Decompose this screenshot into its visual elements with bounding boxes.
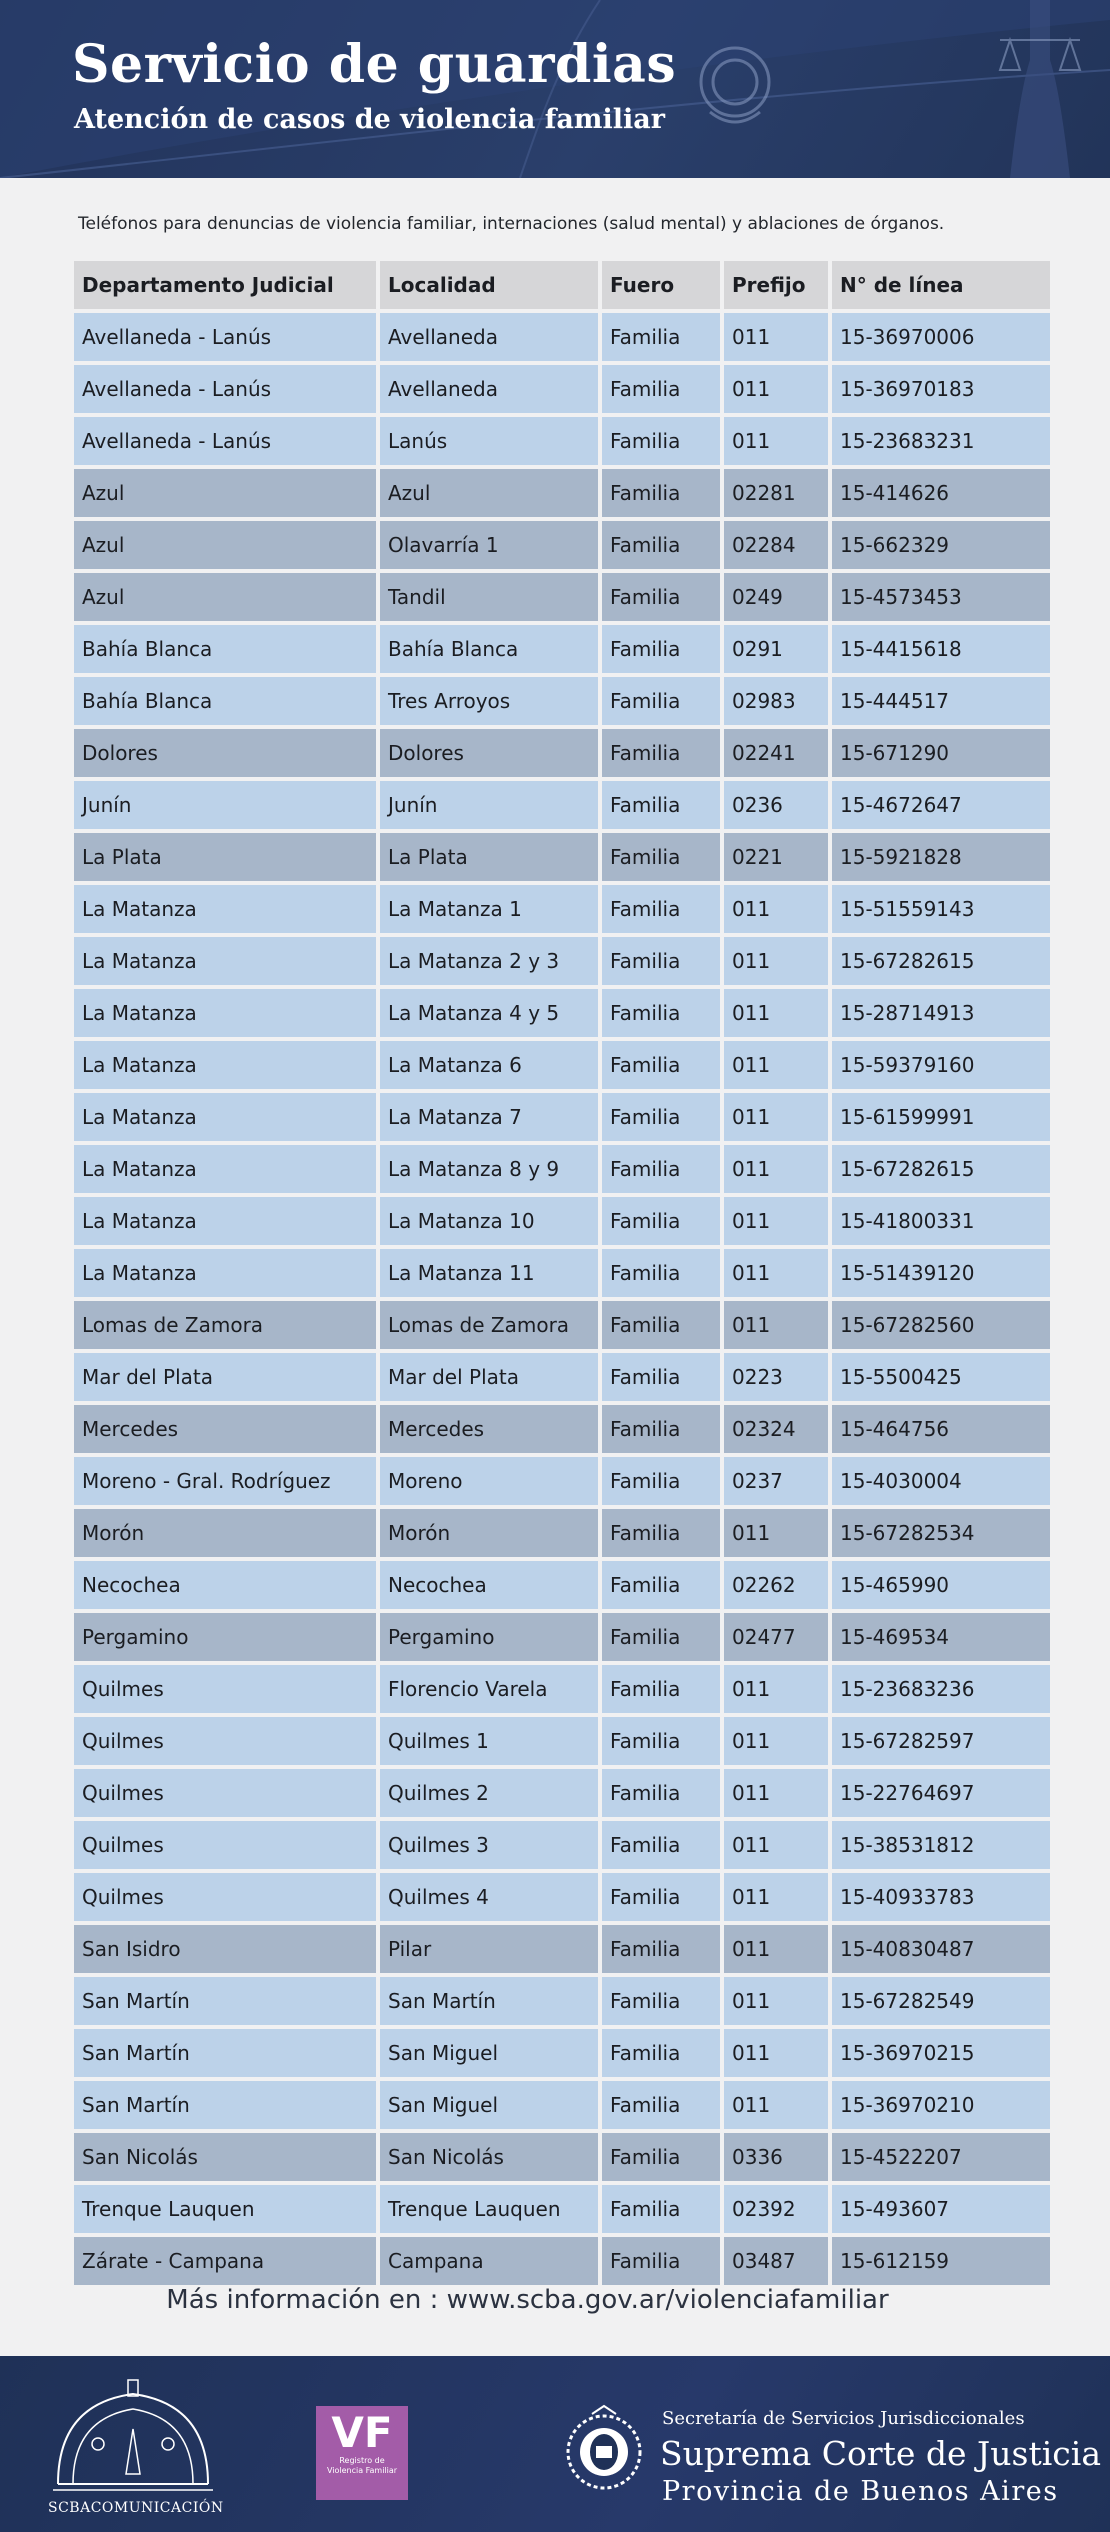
cell-departamento: Quilmes [74, 1717, 376, 1765]
cell-departamento: San Nicolás [74, 2133, 376, 2181]
table-row [74, 2185, 1050, 2233]
cell-linea: 15-40933783 [832, 1873, 1050, 1921]
table-row [74, 1353, 1050, 1401]
cell-prefijo: 0237 [724, 1457, 828, 1505]
cell-departamento: La Matanza [74, 1249, 376, 1297]
cell-departamento: San Isidro [74, 1925, 376, 1973]
cell-localidad: Quilmes 1 [380, 1717, 598, 1765]
cell-fuero: Familia [602, 1509, 720, 1557]
page-subtitle: Atención de casos de violencia familiar [74, 104, 665, 135]
cell-localidad: Trenque Lauquen [380, 2185, 598, 2233]
table-row [74, 1301, 1050, 1349]
cell-fuero: Familia [602, 365, 720, 413]
cell-prefijo: 011 [724, 1197, 828, 1245]
cell-departamento: Zárate - Campana [74, 2237, 376, 2285]
cell-localidad: Tandil [380, 573, 598, 621]
table-row [74, 677, 1050, 725]
cell-localidad: Avellaneda [380, 365, 598, 413]
table-row [74, 1093, 1050, 1141]
cell-localidad: La Matanza 6 [380, 1041, 598, 1089]
corte-label: Suprema Corte de Justicia [660, 2434, 1102, 2473]
cell-localidad: Florencio Varela [380, 1665, 598, 1713]
vf-mark: VF [331, 2408, 393, 2457]
table-row [74, 469, 1050, 517]
cell-prefijo: 011 [724, 937, 828, 985]
guardias-table [70, 257, 1054, 2289]
cell-fuero: Familia [602, 2185, 720, 2233]
cell-prefijo: 011 [724, 1041, 828, 1089]
cell-fuero: Familia [602, 1041, 720, 1089]
cell-departamento: San Martín [74, 2081, 376, 2129]
cell-localidad: Mar del Plata [380, 1353, 598, 1401]
court-emblem-icon [680, 30, 790, 140]
cell-prefijo: 02284 [724, 521, 828, 569]
cell-localidad: Quilmes 3 [380, 1821, 598, 1869]
intro-text: Teléfonos para denuncias de violencia familiar, internaciones (salud mental) y ablaciones de órganos. [78, 214, 945, 234]
table-row [74, 417, 1050, 465]
cell-departamento: Pergamino [74, 1613, 376, 1661]
cell-prefijo: 011 [724, 1665, 828, 1713]
page-title: Servicio de guardias [72, 34, 677, 95]
cell-prefijo: 011 [724, 885, 828, 933]
cell-departamento: Quilmes [74, 1769, 376, 1817]
cell-prefijo: 011 [724, 2029, 828, 2077]
column-header-fuero: Fuero [602, 261, 720, 309]
cell-departamento: La Matanza [74, 1093, 376, 1141]
table-row [74, 1561, 1050, 1609]
cell-departamento: La Matanza [74, 989, 376, 1037]
table-row [74, 937, 1050, 985]
cell-departamento: Lomas de Zamora [74, 1301, 376, 1349]
cell-localidad: Pilar [380, 1925, 598, 1973]
more-info-link[interactable]: Más información en : www.scba.gov.ar/violenciafamiliar [166, 2285, 889, 2315]
vf-registro-logo[interactable] [316, 2406, 408, 2500]
cell-prefijo: 0223 [724, 1353, 828, 1401]
cell-localidad: San Miguel [380, 2081, 598, 2129]
cell-linea: 15-40830487 [832, 1925, 1050, 1973]
cell-linea: 15-4415618 [832, 625, 1050, 673]
cell-linea: 15-4672647 [832, 781, 1050, 829]
cell-localidad: Lanús [380, 417, 598, 465]
cell-linea: 15-5500425 [832, 1353, 1050, 1401]
cell-prefijo: 02324 [724, 1405, 828, 1453]
cell-fuero: Familia [602, 2029, 720, 2077]
column-header-localidad: Localidad [380, 261, 598, 309]
cell-fuero: Familia [602, 885, 720, 933]
cell-fuero: Familia [602, 833, 720, 881]
cell-departamento: Bahía Blanca [74, 677, 376, 725]
cell-fuero: Familia [602, 1197, 720, 1245]
cell-departamento: Mar del Plata [74, 1353, 376, 1401]
cell-departamento: Azul [74, 573, 376, 621]
cell-prefijo: 011 [724, 1249, 828, 1297]
table-row [74, 1925, 1050, 1973]
cell-prefijo: 011 [724, 1873, 828, 1921]
cell-departamento: Quilmes [74, 1821, 376, 1869]
cell-fuero: Familia [602, 989, 720, 1037]
cell-departamento: La Matanza [74, 885, 376, 933]
cell-localidad: Junín [380, 781, 598, 829]
table-row [74, 2237, 1050, 2285]
table-row [74, 1509, 1050, 1557]
cell-fuero: Familia [602, 1873, 720, 1921]
cell-linea: 15-36970006 [832, 313, 1050, 361]
cell-fuero: Familia [602, 2081, 720, 2129]
cell-fuero: Familia [602, 1561, 720, 1609]
cell-linea: 15-414626 [832, 469, 1050, 517]
table-row [74, 1145, 1050, 1193]
cell-fuero: Familia [602, 1613, 720, 1661]
cell-linea: 15-671290 [832, 729, 1050, 777]
cell-departamento: Quilmes [74, 1665, 376, 1713]
cell-prefijo: 02281 [724, 469, 828, 517]
secretaria-label: Secretaría de Servicios Jurisdiccionales [662, 2408, 1025, 2429]
table-row [74, 1249, 1050, 1297]
cell-linea: 15-67282615 [832, 937, 1050, 985]
cell-localidad: Necochea [380, 1561, 598, 1609]
cell-localidad: Moreno [380, 1457, 598, 1505]
cell-departamento: Bahía Blanca [74, 625, 376, 673]
cell-fuero: Familia [602, 1977, 720, 2025]
cell-fuero: Familia [602, 1717, 720, 1765]
cell-localidad: Quilmes 4 [380, 1873, 598, 1921]
cell-linea: 15-23683231 [832, 417, 1050, 465]
cell-prefijo: 02477 [724, 1613, 828, 1661]
cell-fuero: Familia [602, 1093, 720, 1141]
cell-departamento: Azul [74, 521, 376, 569]
cell-linea: 15-41800331 [832, 1197, 1050, 1245]
cell-prefijo: 03487 [724, 2237, 828, 2285]
cell-linea: 15-67282615 [832, 1145, 1050, 1193]
cell-localidad: Tres Arroyos [380, 677, 598, 725]
cell-departamento: Morón [74, 1509, 376, 1557]
cell-localidad: Lomas de Zamora [380, 1301, 598, 1349]
cell-fuero: Familia [602, 2237, 720, 2285]
cell-departamento: La Matanza [74, 937, 376, 985]
cell-linea: 15-28714913 [832, 989, 1050, 1037]
cell-linea: 15-465990 [832, 1561, 1050, 1609]
table-row [74, 1665, 1050, 1713]
cell-prefijo: 0249 [724, 573, 828, 621]
cell-prefijo: 0236 [724, 781, 828, 829]
table-row [74, 2081, 1050, 2129]
cell-departamento: Quilmes [74, 1873, 376, 1921]
cell-localidad: La Matanza 7 [380, 1093, 598, 1141]
cell-linea: 15-59379160 [832, 1041, 1050, 1089]
cell-prefijo: 0221 [724, 833, 828, 881]
table-row [74, 989, 1050, 1037]
provincia-label: Provincia de Buenos Aires [662, 2476, 1059, 2507]
cell-localidad: Dolores [380, 729, 598, 777]
cell-fuero: Familia [602, 313, 720, 361]
cell-departamento: Trenque Lauquen [74, 2185, 376, 2233]
table-row [74, 313, 1050, 361]
cell-localidad: Quilmes 2 [380, 1769, 598, 1817]
cell-departamento: Mercedes [74, 1405, 376, 1453]
courthouse-dome-icon [48, 2374, 218, 2494]
table-row [74, 885, 1050, 933]
cell-fuero: Familia [602, 417, 720, 465]
cell-fuero: Familia [602, 1249, 720, 1297]
column-header-prefijo: Prefijo [724, 261, 828, 309]
cell-fuero: Familia [602, 1925, 720, 1973]
table-row [74, 573, 1050, 621]
cell-fuero: Familia [602, 1301, 720, 1349]
cell-localidad: La Matanza 4 y 5 [380, 989, 598, 1037]
cell-prefijo: 0291 [724, 625, 828, 673]
cell-fuero: Familia [602, 677, 720, 725]
cell-linea: 15-36970183 [832, 365, 1050, 413]
cell-linea: 15-4030004 [832, 1457, 1050, 1505]
cell-localidad: La Matanza 8 y 9 [380, 1145, 598, 1193]
cell-localidad: La Matanza 10 [380, 1197, 598, 1245]
table-row [74, 1197, 1050, 1245]
cell-departamento: Junín [74, 781, 376, 829]
cell-fuero: Familia [602, 1821, 720, 1869]
cell-departamento: San Martín [74, 2029, 376, 2077]
footer-banner [0, 2356, 1110, 2532]
table-row [74, 2029, 1050, 2077]
cell-departamento: Azul [74, 469, 376, 517]
table-row [74, 365, 1050, 413]
table-row [74, 729, 1050, 777]
cell-linea: 15-51559143 [832, 885, 1050, 933]
table-row [74, 781, 1050, 829]
cell-localidad: Mercedes [380, 1405, 598, 1453]
table-row [74, 1457, 1050, 1505]
cell-localidad: Morón [380, 1509, 598, 1557]
cell-prefijo: 011 [724, 365, 828, 413]
cell-linea: 15-67282534 [832, 1509, 1050, 1557]
cell-fuero: Familia [602, 625, 720, 673]
cell-linea: 15-67282597 [832, 1717, 1050, 1765]
cell-localidad: La Matanza 1 [380, 885, 598, 933]
cell-prefijo: 011 [724, 2081, 828, 2129]
cell-localidad: La Plata [380, 833, 598, 881]
cell-departamento: Dolores [74, 729, 376, 777]
cell-prefijo: 011 [724, 1925, 828, 1973]
cell-fuero: Familia [602, 1405, 720, 1453]
cell-prefijo: 011 [724, 989, 828, 1037]
cell-fuero: Familia [602, 1457, 720, 1505]
cell-linea: 15-493607 [832, 2185, 1050, 2233]
cell-linea: 15-51439120 [832, 1249, 1050, 1297]
table-row [74, 1717, 1050, 1765]
cell-departamento: La Matanza [74, 1145, 376, 1193]
cell-fuero: Familia [602, 781, 720, 829]
cell-linea: 15-662329 [832, 521, 1050, 569]
cell-localidad: Avellaneda [380, 313, 598, 361]
table-row [74, 833, 1050, 881]
cell-prefijo: 011 [724, 1509, 828, 1557]
cell-linea: 15-464756 [832, 1405, 1050, 1453]
cell-prefijo: 02983 [724, 677, 828, 725]
cell-linea: 15-22764697 [832, 1769, 1050, 1817]
cell-linea: 15-36970210 [832, 2081, 1050, 2129]
cell-localidad: Bahía Blanca [380, 625, 598, 673]
cell-departamento: La Matanza [74, 1197, 376, 1245]
cell-linea: 15-4522207 [832, 2133, 1050, 2181]
cell-prefijo: 011 [724, 1821, 828, 1869]
cell-departamento: Necochea [74, 1561, 376, 1609]
cell-departamento: San Martín [74, 1977, 376, 2025]
cell-localidad: Campana [380, 2237, 598, 2285]
cell-localidad: San Martín [380, 1977, 598, 2025]
cell-departamento: La Matanza [74, 1041, 376, 1089]
cell-prefijo: 011 [724, 1769, 828, 1817]
cell-linea: 15-469534 [832, 1613, 1050, 1661]
cell-departamento: Avellaneda - Lanús [74, 417, 376, 465]
cell-localidad: Olavarría 1 [380, 521, 598, 569]
cell-fuero: Familia [602, 729, 720, 777]
cell-localidad: San Miguel [380, 2029, 598, 2077]
cell-linea: 15-23683236 [832, 1665, 1050, 1713]
cell-prefijo: 011 [724, 1977, 828, 2025]
cell-prefijo: 0336 [724, 2133, 828, 2181]
cell-departamento: Avellaneda - Lanús [74, 365, 376, 413]
cell-prefijo: 011 [724, 1301, 828, 1349]
table-row [74, 1873, 1050, 1921]
table-row [74, 2133, 1050, 2181]
cell-linea: 15-4573453 [832, 573, 1050, 621]
cell-fuero: Familia [602, 469, 720, 517]
cell-departamento: Avellaneda - Lanús [74, 313, 376, 361]
column-header-departamento: Departamento Judicial [74, 261, 376, 309]
cell-localidad: Azul [380, 469, 598, 517]
cell-fuero: Familia [602, 573, 720, 621]
cell-prefijo: 011 [724, 1145, 828, 1193]
cell-prefijo: 02241 [724, 729, 828, 777]
header-banner [0, 0, 1110, 178]
cell-fuero: Familia [602, 1353, 720, 1401]
table-row [74, 625, 1050, 673]
cell-fuero: Familia [602, 937, 720, 985]
table-row [74, 1405, 1050, 1453]
cell-linea: 15-61599991 [832, 1093, 1050, 1141]
cell-prefijo: 011 [724, 1093, 828, 1141]
cell-prefijo: 011 [724, 417, 828, 465]
table-row [74, 521, 1050, 569]
cell-localidad: Pergamino [380, 1613, 598, 1661]
table-row [74, 1769, 1050, 1817]
cell-fuero: Familia [602, 521, 720, 569]
cell-fuero: Familia [602, 2133, 720, 2181]
cell-linea: 15-5921828 [832, 833, 1050, 881]
cell-prefijo: 02392 [724, 2185, 828, 2233]
cell-departamento: Moreno - Gral. Rodríguez [74, 1457, 376, 1505]
cell-fuero: Familia [602, 1769, 720, 1817]
table-header-row [74, 261, 1050, 309]
cell-localidad: San Nicolás [380, 2133, 598, 2181]
provincia-seal-icon [562, 2404, 646, 2500]
cell-linea: 15-67282560 [832, 1301, 1050, 1349]
cell-localidad: La Matanza 11 [380, 1249, 598, 1297]
vf-subtitle: Registro de Violencia Familiar [326, 2456, 398, 2475]
cell-fuero: Familia [602, 1665, 720, 1713]
table-row [74, 1977, 1050, 2025]
table-body [74, 313, 1050, 2285]
cell-linea: 15-36970215 [832, 2029, 1050, 2077]
cell-linea: 15-444517 [832, 677, 1050, 725]
cell-linea: 15-38531812 [832, 1821, 1050, 1869]
justice-statue-icon [960, 0, 1110, 178]
cell-linea: 15-67282549 [832, 1977, 1050, 2025]
cell-linea: 15-612159 [832, 2237, 1050, 2285]
table-row [74, 1613, 1050, 1661]
scba-comunicacion-label: SCBACOMUNICACIÓN [48, 2500, 224, 2516]
table-row [74, 1041, 1050, 1089]
cell-prefijo: 011 [724, 313, 828, 361]
cell-prefijo: 02262 [724, 1561, 828, 1609]
table-row [74, 1821, 1050, 1869]
cell-departamento: La Plata [74, 833, 376, 881]
cell-prefijo: 011 [724, 1717, 828, 1765]
cell-fuero: Familia [602, 1145, 720, 1193]
cell-localidad: La Matanza 2 y 3 [380, 937, 598, 985]
column-header-linea: N° de línea [832, 261, 1050, 309]
